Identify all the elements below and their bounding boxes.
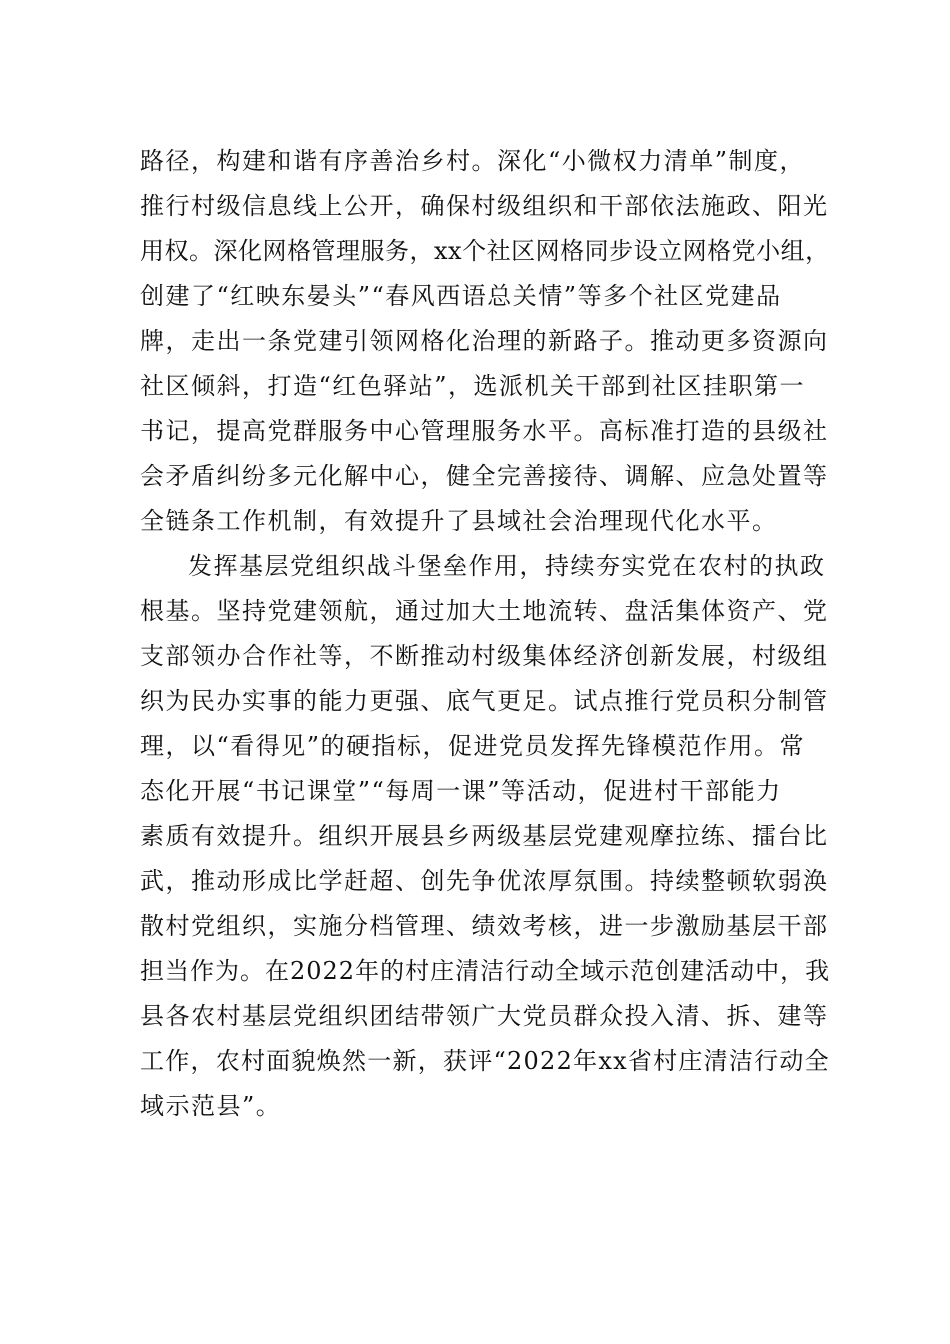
text-line: 用权。深化网格管理服务，xx个社区网格同步设立网格党小组，: [140, 237, 830, 265]
text-line: 工作，农村面貌焕然一新，获评“2022年xx省村庄清洁行动全: [140, 1047, 830, 1075]
text-line: 散村党组织，实施分档管理、绩效考核，进一步激励基层干部: [140, 912, 829, 940]
text-line: 支部领办合作社等，不断推动村级集体经济创新发展，村级组: [140, 642, 829, 670]
text-line: 武，推动形成比学赶超、创先争优浓厚氛围。持续整顿软弱涣: [140, 867, 829, 895]
text-line: 推行村级信息线上公开，确保村级组织和干部依法施政、阳光: [140, 192, 829, 220]
text-line: 根基。坚持党建领航，通过加大土地流转、盘活集体资产、党: [140, 597, 829, 625]
text-line: 县各农村基层党组织团结带领广大党员群众投入清、拆、建等: [140, 1002, 829, 1030]
text-line: 素质有效提升。组织开展县乡两级基层党建观摩拉练、擂台比: [140, 822, 829, 850]
text-line: 域示范县”。: [140, 1092, 282, 1120]
paragraph-governance: [140, 139, 830, 544]
text-line: 路径，构建和谐有序善治乡村。深化“小微权力清单”制度，: [140, 147, 806, 175]
text-line: 理，以“看得见”的硬指标，促进党员发挥先锋模范作用。常: [140, 732, 806, 760]
text-line-indented: 发挥基层党组织战斗堡垒作用，持续夯实党在农村的执政: [188, 552, 826, 580]
text-line: 织为民办实事的能力更强、底气更足。试点推行党员积分制管: [140, 687, 829, 715]
paragraph-party-organization: [140, 544, 830, 1129]
text-line: 态化开展“书记课堂”“每周一课”等活动，促进村干部能力: [140, 777, 782, 805]
text-line: 会矛盾纠纷多元化解中心，健全完善接待、调解、应急处置等: [140, 462, 829, 490]
text-line: 社区倾斜，打造“红色驿站”，选派机关干部到社区挂职第一: [140, 372, 806, 400]
text-line: 书记，提高党群服务中心管理服务水平。高标准打造的县级社: [140, 417, 829, 445]
text-line: 担当作为。在2022年的村庄清洁行动全域示范创建活动中，我: [140, 957, 831, 985]
text-line: 牌，走出一条党建引领网格化治理的新路子。推动更多资源向: [140, 327, 829, 355]
text-line: 创建了“红映东晏头”“春风西语总关情”等多个社区党建品: [140, 282, 782, 310]
body-text: [140, 139, 830, 1129]
text-line: 全链条工作机制，有效提升了县域社会治理现代化水平。: [140, 507, 778, 535]
